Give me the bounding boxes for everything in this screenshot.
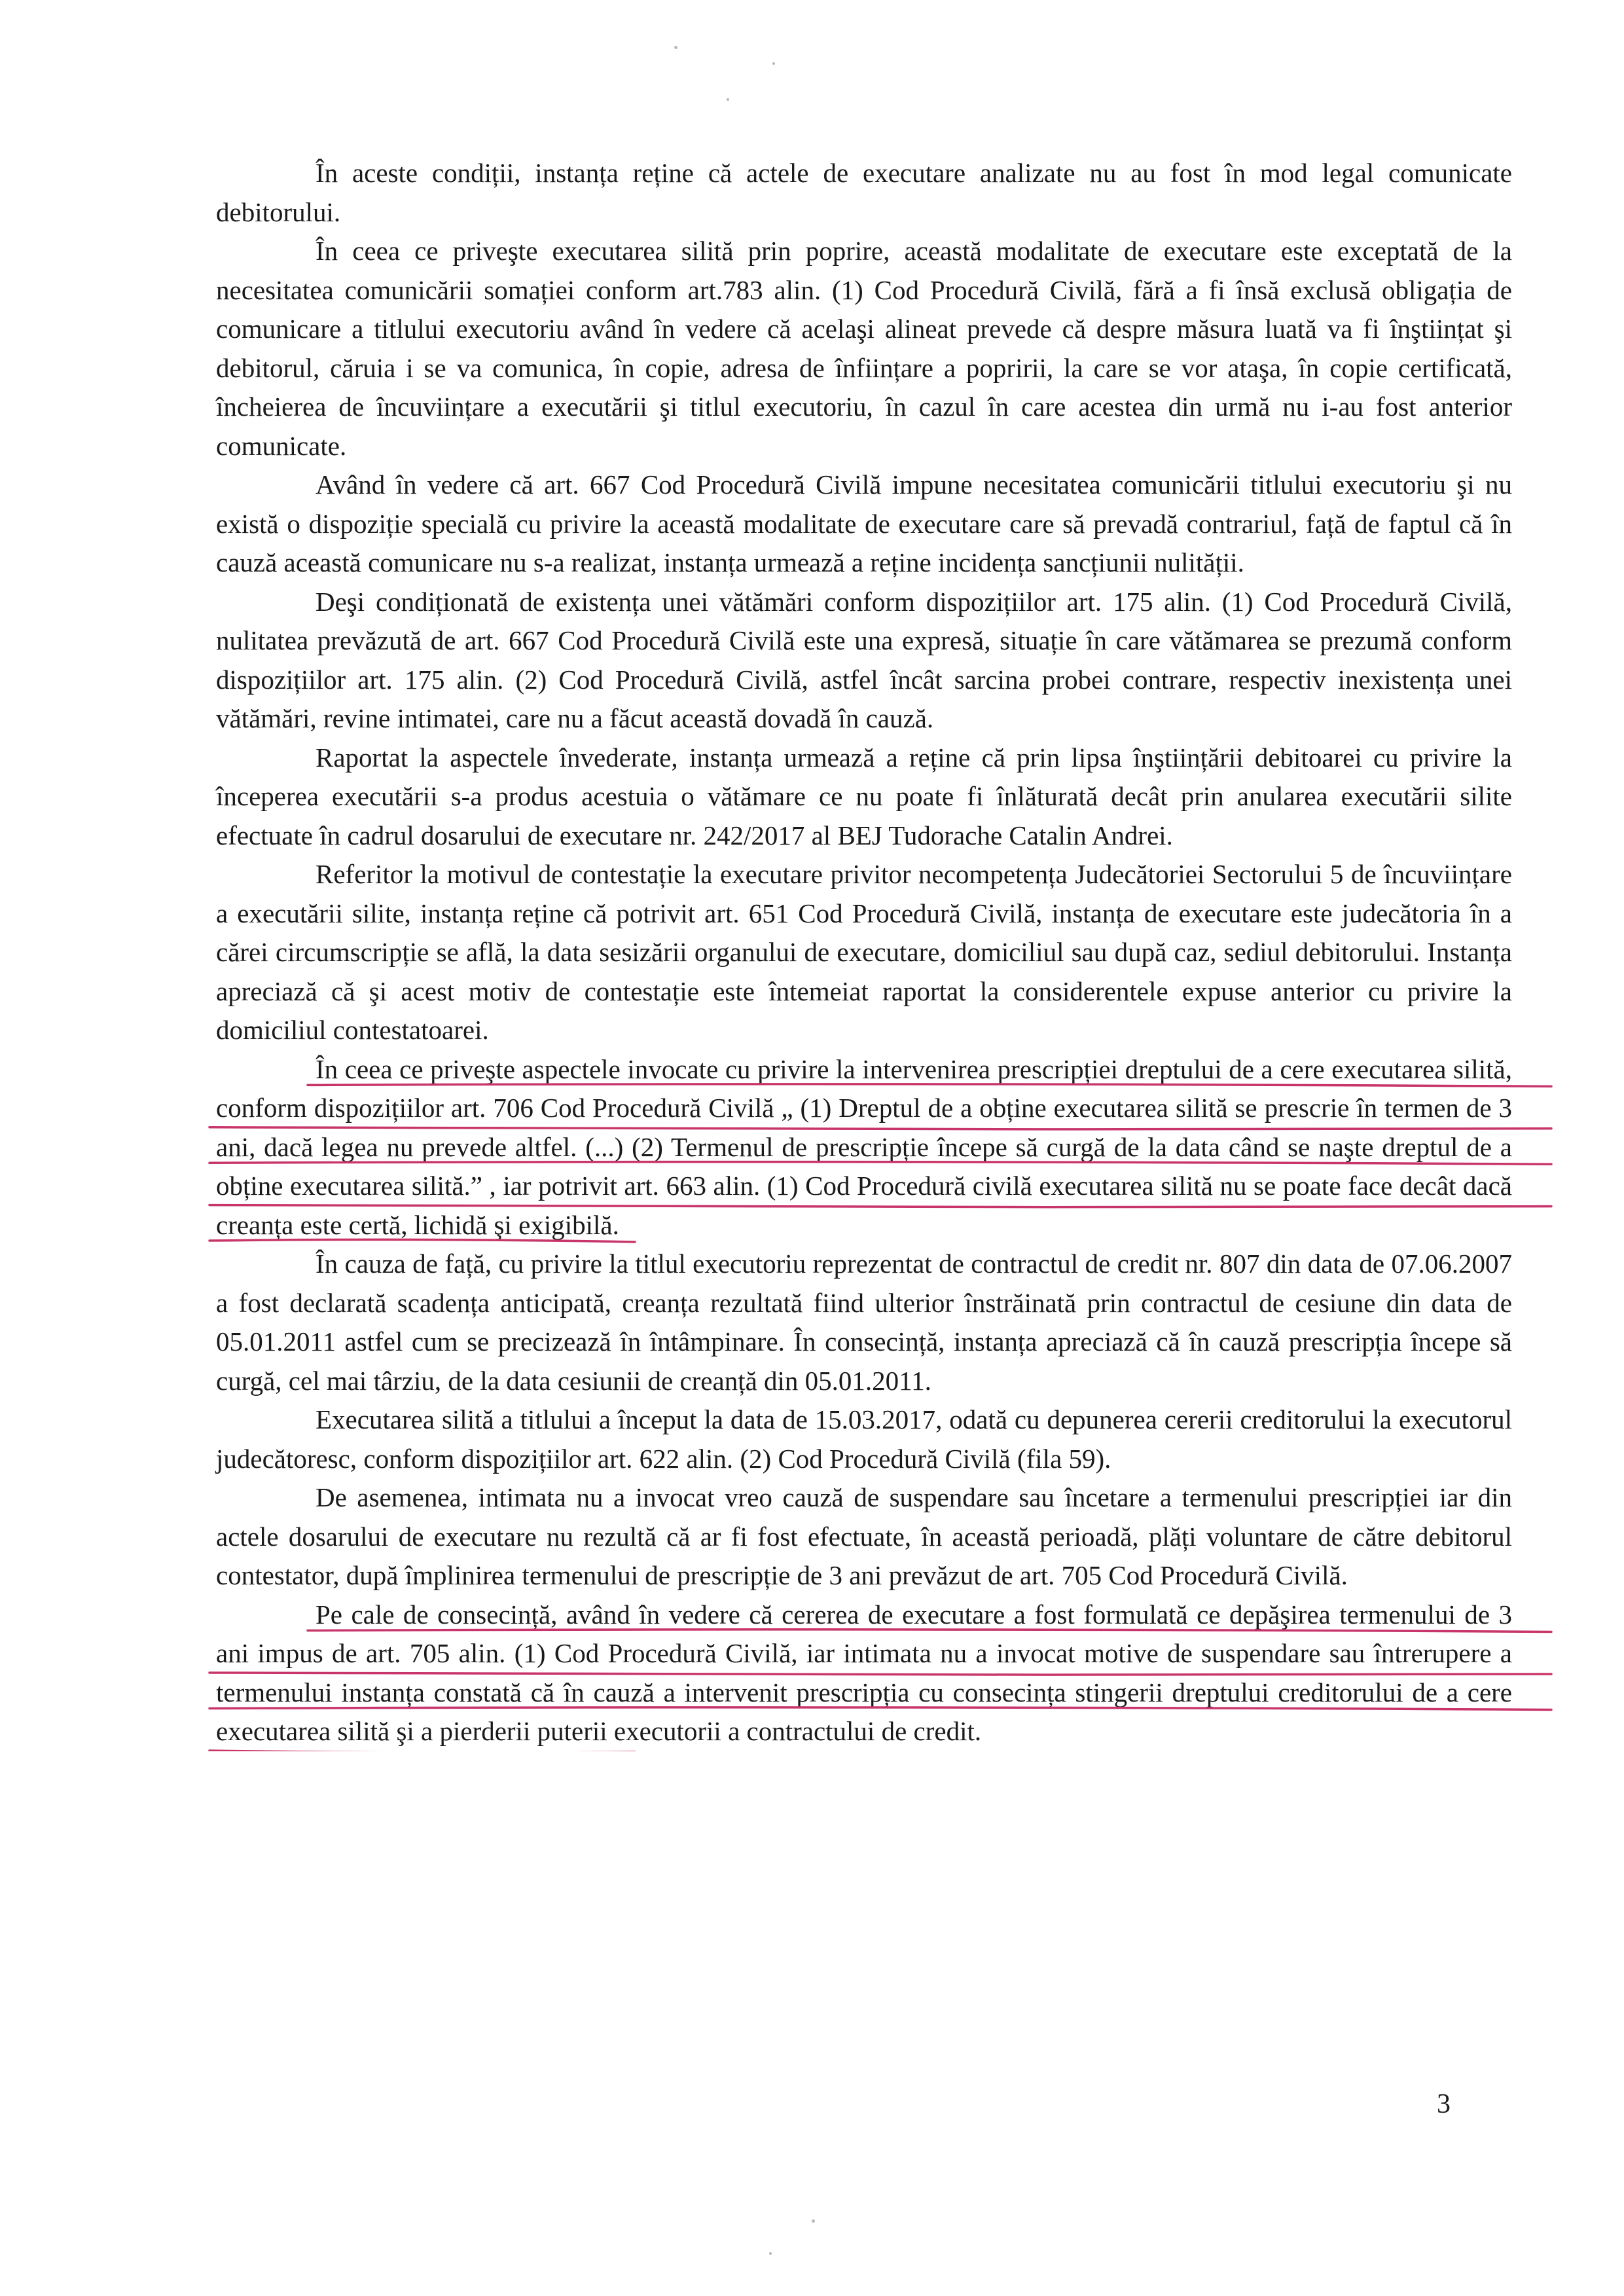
underlined-paragraph-11	[216, 1595, 1512, 1751]
paragraph-4: Deşi condiționată de existența unei vătămări conform dispozițiilor art. 175 alin. (1) Cod Procedură Civilă, nulitatea prevăzută de art. 667 Cod Procedură Civilă este una expresă, situație în care vătămarea se prezumă conform dispozițiilor art. 175 alin. (2) Cod Procedură Civilă, astfel încât sarcina probei contrare, respectiv inexistența unei vătămări, revine intimatei, care nu a făcut această dovadă în cauză.	[216, 586, 1512, 733]
paragraph-2: În ceea ce priveşte executarea silită prin poprire, această modalitate de executare este exceptată de la necesitatea comunicării somației conform art.783 alin. (1) Cod Procedură Civilă, fără a fi însă exclusă obligația de comunicare a titlului executoriu având în vedere că acelaşi alineat prevede că despre măsura luată va fi înştiințat şi debitorul, căruia i se va comunica, în copie, adresa de înființare a popririi, la care se vor ataşa, în copie certificată, încheierea de încuviințare a executării şi titlul executoriu, în cazul în care acestea din urmă nu i-au fost anterior comunicate.	[216, 236, 1512, 461]
document-body	[216, 154, 1512, 1751]
scan-speck	[727, 98, 729, 101]
paragraph-9: Executarea silită a titlului a început la data de 15.03.2017, odată cu depunerea cererii creditorului la executorul judecătoresc, conform dispozițiilor art. 622 alin. (2) Cod Procedură Civilă (fila 59).	[216, 1404, 1512, 1474]
scan-speck	[772, 62, 775, 65]
paragraph-5: Raportat la aspectele învederate, instanța urmează a reține că prin lipsa înştiințării debitoarei cu privire la începerea executării s-a produs acestuia o vătămare ce nu poate fi înlăturată decât prin anularea executării silite efectuate în cadrul dosarului de executare nr. 242/2017 al BEJ Tudorache Catalin Andrei.	[216, 742, 1512, 850]
paragraph-3: Având în vedere că art. 667 Cod Procedură Civilă impune necesitatea comunicării titlului executoriu şi nu există o dispoziție specială cu privire la această modalitate de executare care să prevadă contrariul, față de faptul că în cauză această comunicare nu s-a realizat, instanța urmează a reține incidența sancțiunii nulității.	[216, 469, 1512, 577]
paragraph-8: În cauza de față, cu privire la titlul executoriu reprezentat de contractul de credit nr. 807 din data de 07.06.2007 a fost declarată scadența anticipată, creanța rezultată fiind ulterior înstrăinată prin contractul de cesiune din data de 05.01.2011 astfel cum se precizează în întâmpinare. În consecință, instanța apreciază că în cauză prescripția începe să curgă, cel mai târziu, de la data cesiunii de creanță din 05.01.2011.	[216, 1248, 1512, 1396]
scan-speck	[769, 2252, 772, 2255]
paragraph-1: În aceste condiții, instanța reține că actele de executare analizate nu au fost în mod legal comunicate debitorului.	[216, 158, 1512, 227]
paragraph-6: Referitor la motivul de contestație la executare privitor necompetența Judecătoriei Sectorului 5 de încuviințare a executării silite, instanța reține că potrivit art. 651 Cod Procedură Civilă, instanța de executare este judecătoria în a cărei circumscripție se află, la data sesizării organului de executare, domiciliul sau după caz, sediul debitorului. Instanța apreciază că şi acest motiv de contestație este întemeiat raportat la considerentele expuse anterior cu privire la domiciliul contestatoarei.	[216, 859, 1512, 1045]
paragraph-7: În ceea ce priveşte aspectele invocate cu privire la intervenirea prescripției dreptului de a cere executarea silită, conform dispozițiilor art. 706 Cod Procedură Civilă „ (1) Dreptul de a obține executarea silită se prescrie în termen de 3 ani, dacă legea nu prevede altfel. (...) (2) Termenul de prescripție începe să curgă de la data când se naşte dreptul de a obține executarea silită.” , iar potrivit art. 663 alin. (1) Cod Procedură civilă executarea silită nu se poate face decât dacă creanța este certă, lichidă şi exigibilă.	[216, 1053, 1512, 1240]
page-number: 3	[1437, 2089, 1451, 2119]
scan-speck	[674, 46, 677, 49]
scan-speck	[812, 2219, 815, 2223]
paragraph-10: De asemenea, intimata nu a invocat vreo cauză de suspendare sau încetare a termenului prescripției iar din actele dosarului de executare nu rezultă că ar fi fost efectuate, în această perioadă, plăți voluntare de către debitorul contestator, după împlinirea termenului de prescripție de 3 ani prevăzut de art. 705 Cod Procedură Civilă.	[216, 1482, 1512, 1590]
underlined-paragraph-7	[216, 1050, 1512, 1245]
paragraph-11: Pe cale de consecință, având în vedere că cererea de executare a fost formulată ce depăşirea termenului de 3 ani impus de art. 705 alin. (1) Cod Procedură Civilă, iar intimata nu a invocat motive de suspendare sau întrerupere a termenului instanța constată că în cauză a intervenit prescripția cu consecința stingerii dreptului creditorului de a cere executarea silită şi a pierderii puterii executorii a contractului de credit.	[216, 1599, 1512, 1746]
